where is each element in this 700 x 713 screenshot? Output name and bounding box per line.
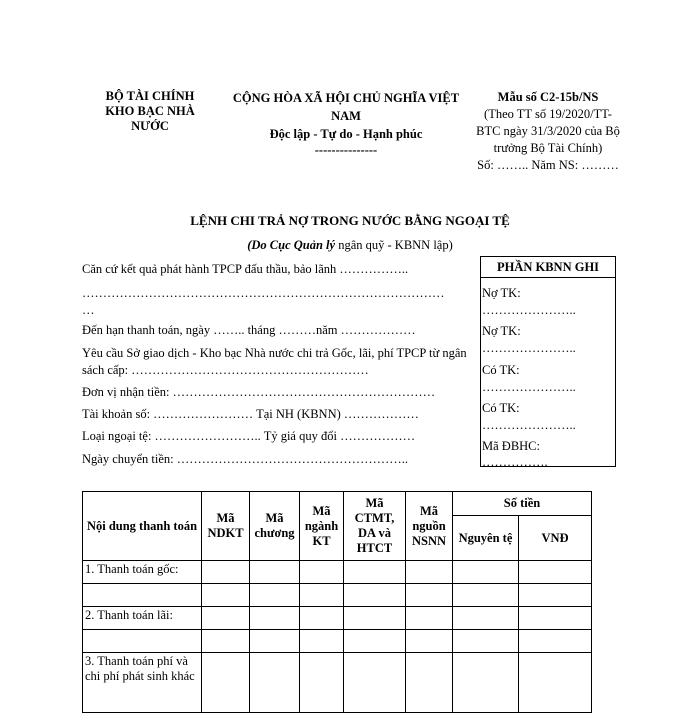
- debit-account-2-label: Nợ TK:: [482, 324, 521, 338]
- row-label: [83, 630, 202, 653]
- debit-account-1-label: Nợ TK:: [482, 286, 521, 300]
- treasury-name: KHO BẠC NHÀ NƯỚC: [105, 104, 195, 133]
- payment-request-field: Yêu cầu Sở giao dịch - Kho bạc Nhà nước chi trả Gốc, lãi, phí TPCP từ ngân sách cấp: …………………………………………………: [82, 346, 467, 377]
- motto-rule: ---------------: [314, 143, 378, 157]
- col-header-nguon: Mã nguồn NSNN: [406, 492, 453, 561]
- debit-account-2-value: …………………..: [482, 341, 576, 355]
- col-header-foreign: Nguyên tệ: [453, 516, 519, 561]
- credit-account-1-label: Có TK:: [482, 363, 520, 377]
- due-date-field: Đến hạn thanh toán, ngày …….. tháng ………năm ………………: [82, 323, 416, 337]
- document-title: LỆNH CHI TRẢ NỢ TRONG NƯỚC BẰNG NGOẠI TỆ: [190, 213, 510, 228]
- table-row: [83, 653, 592, 713]
- national-title: CỘNG HÒA XÃ HỘI CHỦ NGHĨA VIỆT NAM: [232, 91, 460, 123]
- document-subtitle: [80, 236, 620, 254]
- form-reference: (Theo TT số 19/2020/TT-BTC ngày 31/3/2020 của Bộ trưởng Bộ Tài Chính): [476, 107, 620, 155]
- basis-continuation: ……………………………………………………………………………: [82, 286, 445, 300]
- basis-field: Căn cứ kết quả phát hành TPCP đấu thầu, bảo lãnh ……………..: [82, 262, 409, 276]
- subtitle-rest: ngân quỹ - KBNN lập): [335, 238, 453, 252]
- table-row: [83, 584, 592, 607]
- credit-account-2-value: …………………..: [482, 418, 576, 432]
- col-header-content: Nội dung thanh toán: [83, 492, 202, 561]
- national-motto: Độc lập - Tự do - Hạnh phúc: [269, 127, 423, 141]
- form-code: Mẫu số C2-15b/NS: [497, 90, 599, 104]
- payment-table: [82, 491, 592, 713]
- basis-continuation-2: …: [82, 303, 95, 317]
- col-header-vnd: VNĐ: [519, 516, 592, 561]
- row-label: 1. Thanh toán gốc:: [83, 561, 202, 584]
- national-title-block: [217, 89, 475, 157]
- form-info-block: [472, 89, 624, 174]
- currency-field: Loại ngoại tệ: …………………….. Tỷ giá quy đổi ………………: [82, 429, 416, 443]
- treasury-use-box: [480, 256, 616, 467]
- row-label: [83, 584, 202, 607]
- col-header-ndkt: Mã NDKT: [202, 492, 250, 561]
- table-row: [83, 607, 592, 630]
- table-row: [83, 561, 592, 584]
- debit-account-1-value: …………………..: [482, 303, 576, 317]
- treasury-box-title: PHẦN KBNN GHI: [481, 257, 615, 278]
- ministry-name: BỘ TÀI CHÍNH: [105, 89, 195, 103]
- table-row: [83, 630, 592, 653]
- credit-account-2-label: Có TK:: [482, 401, 520, 415]
- col-header-nganh: Mã ngành KT: [300, 492, 344, 561]
- col-header-chuong: Mã chương: [250, 492, 300, 561]
- credit-account-1-value: …………………..: [482, 380, 576, 394]
- form-number-line: Số: …….. Năm NS: ………: [477, 158, 619, 172]
- recipient-field: Đơn vị nhận tiền: ………………………………………………………: [82, 385, 436, 399]
- subtitle-issuer: (Do Cục Quản lý: [247, 238, 336, 252]
- transfer-date-field: Ngày chuyển tiền: ………………………………………………..: [82, 452, 409, 466]
- admin-unit-code-value: …………….: [482, 455, 548, 469]
- account-field: Tài khoản số: …………………… Tại NH (KBNN) ………………: [82, 407, 419, 421]
- row-label: 3. Thanh toán phí và chi phí phát sinh khác: [83, 653, 202, 713]
- col-header-amount: Số tiền: [453, 492, 592, 516]
- row-label: 2. Thanh toán lãi:: [83, 607, 202, 630]
- issuer-block: [100, 89, 200, 134]
- admin-unit-code-label: Mã ĐBHC:: [482, 439, 540, 453]
- col-header-ctmt: Mã CTMT, DA và HTCT: [344, 492, 406, 561]
